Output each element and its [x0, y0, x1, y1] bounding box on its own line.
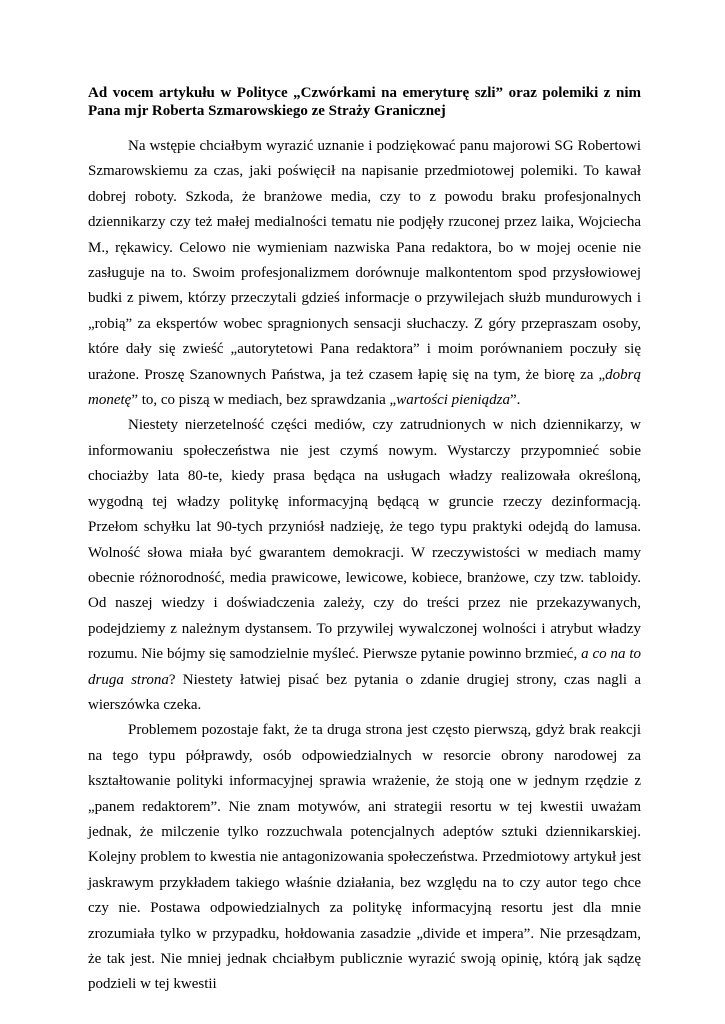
paragraph-2-italic-phrase: a co na to druga strona	[88, 646, 642, 688]
paragraph-1-segment: ”.	[509, 392, 521, 409]
paragraph-3	[88, 718, 641, 997]
paragraph-3-segment: Problemem pozostaje fakt, że ta druga strona jest często pierwszą, gdyż brak reakcji na tego typu półprawdy, osób odpowiedzialnych w resorcie obrony narodowej za kształtowanie polityki informacyjnej sprawia wrażenie, że stoją one w jednym rzędzie z „panem redaktorem”. Nie znam motywów, ani strategii resortu w tej kwestii uważam jednak, że milczenie tylko rozzuchwala potencjalnych adeptów sztuki dziennikarskiej. Kolejny problem to kwestia nie antagonizowania społeczeństwa. Przedmiotowy artykuł jest jaskrawym przykładem takiego właśnie działania, bez względu na to czy autor tego chce czy nie. Postawa odpowiedzialnych za politykę informacyjną resortu jest dla mnie zrozumiała tylko w przypadku, hołdowania zasadzie „divide et impera”. Nie przesądzam, że tak jest. Nie mniej jednak chciałbym publicznie wyrazić swoją opinię, którą jak sądzę podzieli w tej kwestii	[88, 722, 641, 993]
paragraph-2-segment: ? Niestety łatwiej pisać bez pytania o zdanie drugiej strony, czas nagli a wierszówka czeka.	[88, 671, 641, 713]
paragraph-1-segment: Na wstępie chciałbym wyrazić uznanie i podziękować panu majorowi SG Robertowi Szmarowskiemu za czas, jaki poświęcił na napisanie przedmiotowej polemiki. To kawał dobrej roboty. Szkoda, że branżowe media, czy to z powodu braku profesjonalnych dziennikarzy czy też małej medialności tematu nie podjęły rzuconej przez laika, Wojciecha M., rękawicy. Celowo nie wymieniam nazwiska Pana redaktora, bo w mojej ocenie nie zasługuje na to. Swoim profesjonalizmem dorównuje malkontentom spod przysłowiowej budki z piwem, którzy przeczytali gdzieś informacje o przywilejach służb mundurowych i „robią” za ekspertów wobec spragnionych sensacji słuchaczy. Z góry przepraszam osoby, które dały się zwieść „autorytetowi Pana redaktora” i moim porównaniem poczuły się urażone. Proszę Szanownych Państwa, ja też czasem łapię się na tym, że biorę za „	[88, 138, 641, 383]
document-title: Ad vocem artykułu w Polityce „Czwórkami na emeryturę szli” oraz polemiki z nim Pana mjr Roberta Szmarowskiego ze Straży Granicznej	[88, 85, 641, 119]
paragraph-1	[88, 134, 641, 413]
paragraph-1-italic-phrase: wartości pieniądza	[396, 392, 510, 409]
paragraph-2-segment: Niestety nierzetelność części mediów, czy zatrudnionych w nich dziennikarzy, w informowaniu społeczeństwa nie jest czymś nowym. Wystarczy przypomnieć sobie chociażby lata 80-te, kiedy prasa będąca na usługach władzy realizowała określoną, wygodną tej władzy politykę informacyjną będącą w gruncie rzeczy dezinformacją. Przełom schyłku lat 90-tych przyniósł nadzieję, że tego typu praktyki odejdą do lamusa. Wolność słowa miała być gwarantem demokracji. W rzeczywistości w mediach mamy obecnie różnorodność, media prawicowe, lewicowe, kobiece, branżowe, czy tzw. tabloidy. Od naszej wiedzy i doświadczenia zależy, czy do treści przez nie przekazywanych, podejdziemy z należnym dystansem. To przywilej wywalczonej wolności i atrybut władzy rozumu. Nie bójmy się samodzielnie myśleć. Pierwsze pytanie powinno brzmieć,	[88, 417, 641, 663]
document-page	[88, 84, 641, 998]
paragraph-1-segment: ” to, co piszą w mediach, bez sprawdzania „	[131, 392, 397, 409]
paragraph-2	[88, 413, 641, 718]
paragraph-1-italic-phrase: dobrą monetę	[88, 366, 641, 409]
